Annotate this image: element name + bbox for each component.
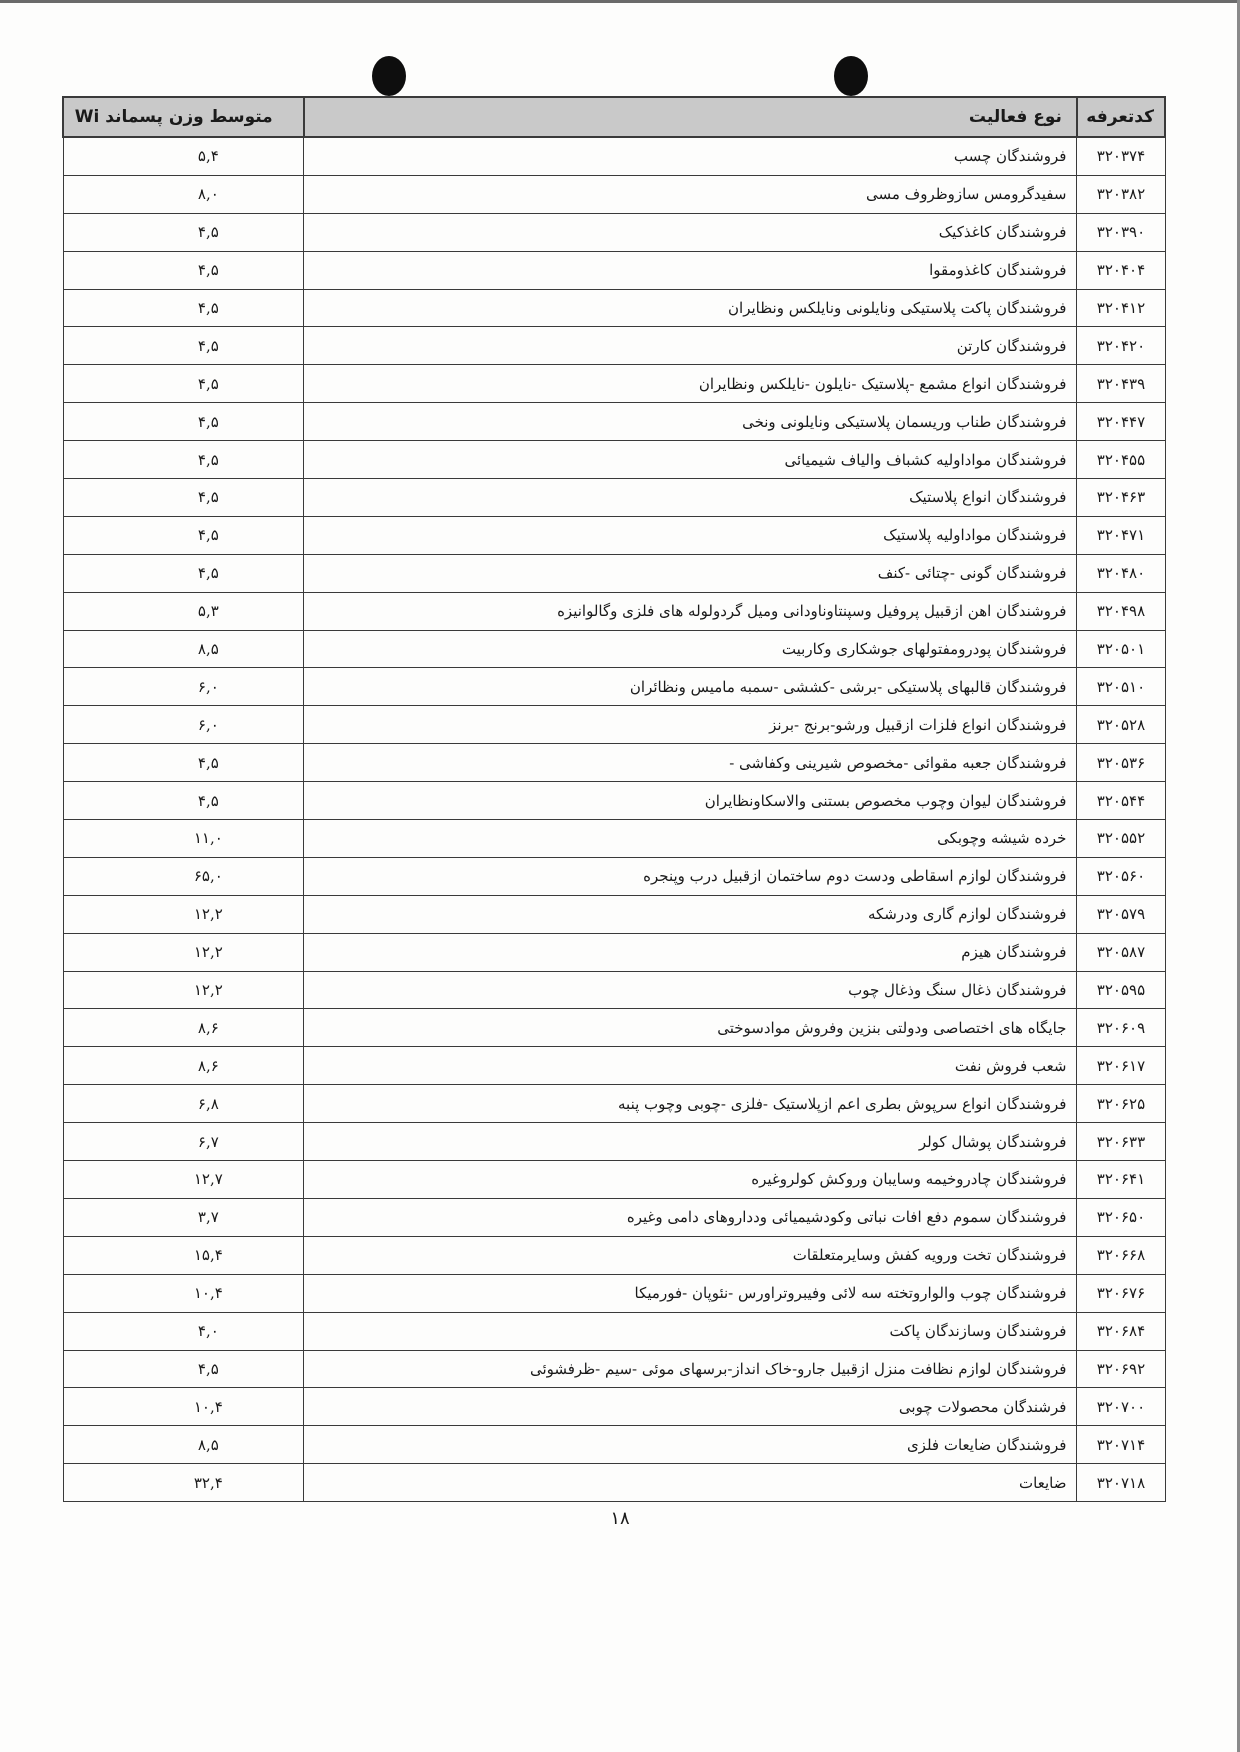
table-row (63, 137, 1165, 175)
table-row (63, 327, 1165, 365)
waste-weight-cell: ۴,۵ (63, 365, 304, 403)
activity-type-cell: فروشندگان کاغذکیک (304, 213, 1077, 251)
waste-weight-cell: ۸,۶ (63, 1009, 304, 1047)
table-row (63, 933, 1165, 971)
activity-type-cell: فروشندگان انواع مشمع -پلاستیک -نایلون -نایلکس ونظایران (304, 365, 1077, 403)
tariff-code-cell: ۳۲۰۶۱۷ (1077, 1047, 1165, 1085)
tariff-code-cell: ۳۲۰۶۷۶ (1077, 1274, 1165, 1312)
activity-type-cell: فروشندگان کاغذومقوا (304, 251, 1077, 289)
tariff-code-cell: ۳۲۰۶۰۹ (1077, 1009, 1165, 1047)
activity-type-cell: جایگاه های اختصاصی ودولتی بنزین وفروش موادسوختی (304, 1009, 1077, 1047)
table-row (63, 213, 1165, 251)
tariff-code-cell: ۳۲۰۵۶۰ (1077, 857, 1165, 895)
tariff-code-cell: ۳۲۰۳۷۴ (1077, 137, 1165, 175)
table-row (63, 630, 1165, 668)
waste-weight-cell: ۱۲,۲ (63, 971, 304, 1009)
tariff-code-cell: ۳۲۰۴۷۱ (1077, 516, 1165, 554)
table-row (63, 1198, 1165, 1236)
table-row (63, 592, 1165, 630)
activity-type-cell: فروشندگان مواداولیه پلاستیک (304, 516, 1077, 554)
tariff-code-cell: ۳۲۰۶۵۰ (1077, 1198, 1165, 1236)
tariff-code-cell: ۳۲۰۴۸۰ (1077, 554, 1165, 592)
tariff-code-cell: ۳۲۰۴۰۴ (1077, 251, 1165, 289)
waste-weight-cell: ۱۰,۴ (63, 1388, 304, 1426)
tariff-code-cell: ۳۲۰۴۲۰ (1077, 327, 1165, 365)
table-row (63, 516, 1165, 554)
tariff-code-cell: ۳۲۰۵۹۵ (1077, 971, 1165, 1009)
tariff-code-cell: ۳۲۰۴۵۵ (1077, 441, 1165, 479)
activity-type-cell: فروشندگان وسازندگان پاکت (304, 1312, 1077, 1350)
activity-type-cell: فروشندگان قالبهای پلاستیکی -برشی -کششی -سمبه مامیس ونظائران (304, 668, 1077, 706)
waste-weight-cell: ۴,۵ (63, 516, 304, 554)
table-row (63, 251, 1165, 289)
table-row (63, 1123, 1165, 1161)
tariff-code-cell: ۳۲۰۴۳۹ (1077, 365, 1165, 403)
activity-type-cell: فروشندگان لوازم اسقاطی ودست دوم ساختمان ازقبیل درب وپنجره (304, 857, 1077, 895)
activity-type-cell: خرده شیشه وچوبکی (304, 820, 1077, 858)
table-row (63, 820, 1165, 858)
tariff-code-cell: ۳۲۰۴۴۷ (1077, 403, 1165, 441)
tariff-code-cell: ۳۲۰۵۷۹ (1077, 895, 1165, 933)
tariff-code-cell: ۳۲۰۷۱۴ (1077, 1426, 1165, 1464)
activity-type-cell: ضایعات (304, 1464, 1077, 1502)
waste-weight-cell: ۱۰,۴ (63, 1274, 304, 1312)
activity-type-cell: فروشندگان چوب والواروتخته سه لائی وفیبروتراورس -نئوپان -فورمیکا (304, 1274, 1077, 1312)
table-row (63, 1312, 1165, 1350)
table-row (63, 289, 1165, 327)
waste-weight-cell: ۴,۵ (63, 327, 304, 365)
waste-weight-cell: ۳,۷ (63, 1198, 304, 1236)
activity-type-cell: فروشندگان لوازم گاری ودرشکه (304, 895, 1077, 933)
activity-type-cell: فروشندگان لوازم نظافت منزل ازقبیل جارو-خاک انداز-برسهای موئی -سیم -ظرفشوئی (304, 1350, 1077, 1388)
waste-weight-cell: ۴,۵ (63, 441, 304, 479)
activity-type-cell: فروشندگان طناب وریسمان پلاستیکی ونایلونی ونخی (304, 403, 1077, 441)
waste-weight-cell: ۴,۵ (63, 744, 304, 782)
table-row (63, 1085, 1165, 1123)
waste-weight-cell: ۶,۰ (63, 668, 304, 706)
table-row (63, 1161, 1165, 1199)
table-row (63, 857, 1165, 895)
header-tariff-code: کدتعرفه (1077, 97, 1165, 137)
tariff-code-cell: ۳۲۰۳۸۲ (1077, 175, 1165, 213)
tariff-code-cell: ۳۲۰۴۹۸ (1077, 592, 1165, 630)
tariff-code-cell: ۳۲۰۶۶۸ (1077, 1236, 1165, 1274)
page-number: ۱۸ (610, 1508, 630, 1529)
activity-type-cell: فروشندگان پاکت پلاستیکی ونایلونی ونایلکس ونظایران (304, 289, 1077, 327)
tariff-code-cell: ۳۲۰۳۹۰ (1077, 213, 1165, 251)
table-row (63, 365, 1165, 403)
tariff-code-cell: ۳۲۰۵۳۶ (1077, 744, 1165, 782)
table-row (63, 1274, 1165, 1312)
activity-type-cell: فروشندگان لیوان وچوب مخصوص بستنی والاسکاونظایران (304, 782, 1077, 820)
tariff-code-cell: ۳۲۰۶۲۵ (1077, 1085, 1165, 1123)
waste-weight-cell: ۸,۵ (63, 630, 304, 668)
table-row (63, 744, 1165, 782)
activity-type-cell: فروشندگان کارتن (304, 327, 1077, 365)
waste-weight-cell: ۴,۵ (63, 1350, 304, 1388)
waste-weight-cell: ۵,۴ (63, 137, 304, 175)
activity-type-cell: فروشندگان ضایعات فلزی (304, 1426, 1077, 1464)
tariff-code-cell: ۳۲۰۵۱۰ (1077, 668, 1165, 706)
table-row (63, 175, 1165, 213)
waste-weight-cell: ۱۲,۲ (63, 933, 304, 971)
table-row (63, 971, 1165, 1009)
table-row (63, 554, 1165, 592)
table-row (63, 1009, 1165, 1047)
tariff-code-cell: ۳۲۰۵۸۷ (1077, 933, 1165, 971)
activity-type-cell: شعب فروش نفت (304, 1047, 1077, 1085)
waste-weight-cell: ۱۲,۲ (63, 895, 304, 933)
waste-weight-cell: ۴,۵ (63, 251, 304, 289)
waste-weight-cell: ۶,۰ (63, 706, 304, 744)
table-row (63, 1464, 1165, 1502)
table-row (63, 1236, 1165, 1274)
waste-weight-cell: ۶,۸ (63, 1085, 304, 1123)
waste-weight-cell: ۴,۵ (63, 289, 304, 327)
table-row (63, 895, 1165, 933)
table-row (63, 668, 1165, 706)
waste-weight-cell: ۴,۵ (63, 479, 304, 517)
table-row (63, 1388, 1165, 1426)
table-row (63, 479, 1165, 517)
tariff-code-cell: ۳۲۰۵۴۴ (1077, 782, 1165, 820)
table-row (63, 441, 1165, 479)
waste-weight-cell: ۶,۷ (63, 1123, 304, 1161)
waste-weight-cell: ۴,۵ (63, 213, 304, 251)
activity-type-cell: فروشندگان انواع پلاستیک (304, 479, 1077, 517)
activity-type-cell: فروشندگان هیزم (304, 933, 1077, 971)
tariff-code-cell: ۳۲۰۴۱۲ (1077, 289, 1165, 327)
waste-weight-cell: ۳۲,۴ (63, 1464, 304, 1502)
tariff-code-cell: ۳۲۰۶۹۲ (1077, 1350, 1165, 1388)
table-row (63, 1047, 1165, 1085)
activity-type-cell: فروشندگان اهن ازقبیل پروفیل وسپنتاوناودانی ومیل گردولوله های فلزی وگالوانیزه (304, 592, 1077, 630)
waste-weight-cell: ۴,۵ (63, 782, 304, 820)
tariff-code-cell: ۳۲۰۴۶۳ (1077, 479, 1165, 517)
tariff-code-cell: ۳۲۰۷۱۸ (1077, 1464, 1165, 1502)
activity-type-cell: فروشندگان گونی -چتائی -کنف (304, 554, 1077, 592)
waste-weight-cell: ۵,۳ (63, 592, 304, 630)
header-average-waste-weight: متوسط وزن پسماند Wi (63, 97, 304, 137)
header-activity-type: نوع فعالیت (304, 97, 1077, 137)
tariff-code-cell: ۳۲۰۵۲۸ (1077, 706, 1165, 744)
activity-type-cell: فروشندگان انواع سرپوش بطری اعم ازپلاستیک -فلزی -چوبی وچوب پنبه (304, 1085, 1077, 1123)
activity-type-cell: فروشندگان تخت ورویه کفش وسایرمتعلقات (304, 1236, 1077, 1274)
waste-weight-cell: ۴,۰ (63, 1312, 304, 1350)
tariff-code-cell: ۳۲۰۶۸۴ (1077, 1312, 1165, 1350)
activity-type-cell: فروشندگان ذغال سنگ وذغال چوب (304, 971, 1077, 1009)
table-row (63, 782, 1165, 820)
waste-weight-cell: ۸,۶ (63, 1047, 304, 1085)
scan-edge-top (0, 0, 1240, 3)
activity-type-cell: فروشندگان چادروخیمه وسایبان وروکش کولروغیره (304, 1161, 1077, 1199)
activity-type-cell: فروشندگان پودرومفتولهای جوشکاری وکاربیت (304, 630, 1077, 668)
tariff-code-cell: ۳۲۰۵۵۲ (1077, 820, 1165, 858)
punch-hole-left (372, 56, 406, 96)
activity-type-cell: فروشندگان پوشال کولر (304, 1123, 1077, 1161)
tariff-table (62, 96, 1166, 1502)
table-body (63, 137, 1165, 1502)
waste-weight-cell: ۱۱,۰ (63, 820, 304, 858)
table-row (63, 706, 1165, 744)
activity-type-cell: فروشندگان مواداولیه کشباف والیاف شیمیائی (304, 441, 1077, 479)
waste-weight-cell: ۱۲,۷ (63, 1161, 304, 1199)
waste-weight-cell: ۶۵,۰ (63, 857, 304, 895)
activity-type-cell: فرشندگان محصولات چوبی (304, 1388, 1077, 1426)
waste-weight-cell: ۸,۰ (63, 175, 304, 213)
table-header-row (63, 97, 1165, 137)
tariff-code-cell: ۳۲۰۶۳۳ (1077, 1123, 1165, 1161)
waste-weight-cell: ۱۵,۴ (63, 1236, 304, 1274)
table-row (63, 1350, 1165, 1388)
activity-type-cell: سفیدگرومس سازوظروف مسی (304, 175, 1077, 213)
activity-type-cell: فروشندگان سموم دفع افات نباتی وکودشیمیائی ودداروهای دامی وغیره (304, 1198, 1077, 1236)
tariff-code-cell: ۳۲۰۶۴۱ (1077, 1161, 1165, 1199)
punch-hole-right (834, 56, 868, 96)
activity-type-cell: فروشندگان انواع فلزات ازقبیل ورشو-برنج -برنز (304, 706, 1077, 744)
waste-weight-cell: ۴,۵ (63, 403, 304, 441)
tariff-code-cell: ۳۲۰۷۰۰ (1077, 1388, 1165, 1426)
table-row (63, 403, 1165, 441)
activity-type-cell: فروشندگان جعبه مقوائی -مخصوص شیرینی وکفاشی - (304, 744, 1077, 782)
table-row (63, 1426, 1165, 1464)
waste-weight-cell: ۸,۵ (63, 1426, 304, 1464)
activity-type-cell: فروشندگان چسب (304, 137, 1077, 175)
tariff-code-cell: ۳۲۰۵۰۱ (1077, 630, 1165, 668)
waste-weight-cell: ۴,۵ (63, 554, 304, 592)
